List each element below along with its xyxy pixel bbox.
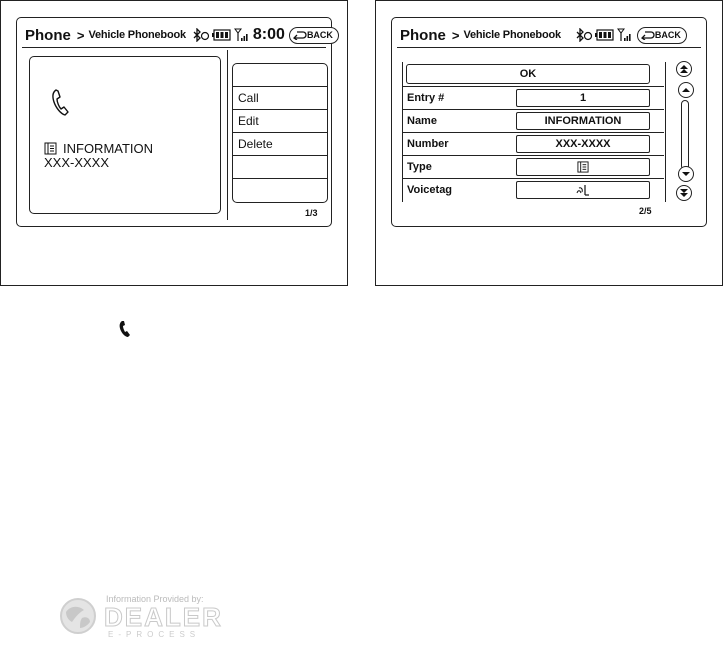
- field-value[interactable]: 1: [516, 89, 650, 107]
- field-value[interactable]: [516, 181, 650, 199]
- back-button[interactable]: [289, 27, 339, 44]
- ok-button[interactable]: OK: [406, 64, 650, 84]
- screen-header: [25, 25, 333, 45]
- field-label: Entry #: [407, 91, 445, 104]
- field-row-name[interactable]: [402, 109, 664, 131]
- menu-item-edit[interactable]: Edit: [233, 110, 327, 133]
- phonebook-type-icon: [577, 161, 589, 173]
- header-divider: [397, 47, 701, 48]
- contact-number: XXX-XXXX: [44, 155, 110, 170]
- phonebook-list-screen: [16, 17, 332, 227]
- menu-item-blank-5[interactable]: [233, 156, 327, 179]
- right-figure-panel: [375, 0, 723, 286]
- watermark-subtitle: E-PROCESS: [108, 630, 201, 639]
- watermark-brand: DEALER: [104, 602, 223, 632]
- menu-item-blank-6[interactable]: [233, 179, 327, 202]
- back-button[interactable]: [637, 27, 687, 44]
- up-arrow-icon: [681, 85, 691, 95]
- back-button-label: BACK: [306, 30, 333, 40]
- field-label: Number: [407, 137, 449, 150]
- entry-detail-screen: [391, 17, 707, 227]
- header-title: Phone: [400, 26, 446, 44]
- menu-item-delete[interactable]: Delete: [233, 133, 327, 156]
- bluetooth-icon: [192, 28, 210, 42]
- header-separator: >: [451, 27, 460, 43]
- field-value[interactable]: INFORMATION: [516, 112, 650, 130]
- scrollbar[interactable]: [681, 100, 689, 170]
- left-figure-panel: [0, 0, 348, 286]
- page-indicator: 2/5: [639, 206, 652, 216]
- scroll-page-up-button[interactable]: [676, 61, 692, 77]
- menu-item-call[interactable]: Call: [233, 87, 327, 110]
- voicetag-icon: [575, 184, 591, 196]
- back-arrow-icon: [641, 30, 655, 40]
- header-subtitle: Vehicle Phonebook: [463, 29, 561, 41]
- battery-icon: [212, 28, 232, 42]
- field-label: Name: [407, 114, 437, 127]
- signal-icon: [234, 28, 250, 42]
- field-row-type[interactable]: [402, 155, 664, 177]
- header-subtitle: Vehicle Phonebook: [88, 29, 186, 41]
- dealer-watermark: [58, 590, 258, 640]
- field-row-entry[interactable]: [402, 86, 664, 108]
- menu-item-blank-top[interactable]: [233, 64, 327, 87]
- phone-handset-icon: [118, 320, 132, 338]
- battery-icon: [595, 28, 615, 42]
- globe-logo-icon: [58, 596, 98, 636]
- header-divider: [22, 47, 326, 48]
- clock-time: 8:00: [252, 26, 285, 43]
- double-down-arrow-icon: [679, 188, 689, 198]
- header-title: Phone: [25, 26, 71, 44]
- field-value[interactable]: [516, 158, 650, 176]
- back-arrow-icon: [293, 30, 307, 40]
- contact-name-row: [44, 141, 153, 156]
- field-label: Type: [407, 160, 432, 173]
- bluetooth-icon: [575, 28, 593, 42]
- scroll-down-button[interactable]: [678, 166, 694, 182]
- field-label: Voicetag: [407, 183, 453, 196]
- field-value[interactable]: XXX-XXXX: [516, 135, 650, 153]
- screen-header: [400, 25, 700, 45]
- phone-handset-icon: [50, 87, 74, 117]
- contact-name: INFORMATION: [63, 141, 154, 156]
- scroll-up-button[interactable]: [678, 82, 694, 98]
- field-row-voicetag[interactable]: [402, 178, 664, 200]
- field-row-number[interactable]: [402, 132, 664, 154]
- signal-icon: [617, 28, 633, 42]
- vertical-divider: [227, 50, 228, 220]
- back-button-label: BACK: [654, 30, 681, 40]
- phonebook-type-icon: [44, 142, 57, 155]
- double-up-arrow-icon: [679, 64, 689, 74]
- page-indicator: 1/3: [305, 208, 318, 218]
- watermark-caption: Information Provided by:: [106, 594, 204, 604]
- action-menu: [232, 63, 328, 203]
- header-separator: >: [76, 27, 85, 43]
- scroll-page-down-button[interactable]: [676, 185, 692, 201]
- down-arrow-icon: [681, 169, 691, 179]
- contact-info-box: [29, 56, 221, 214]
